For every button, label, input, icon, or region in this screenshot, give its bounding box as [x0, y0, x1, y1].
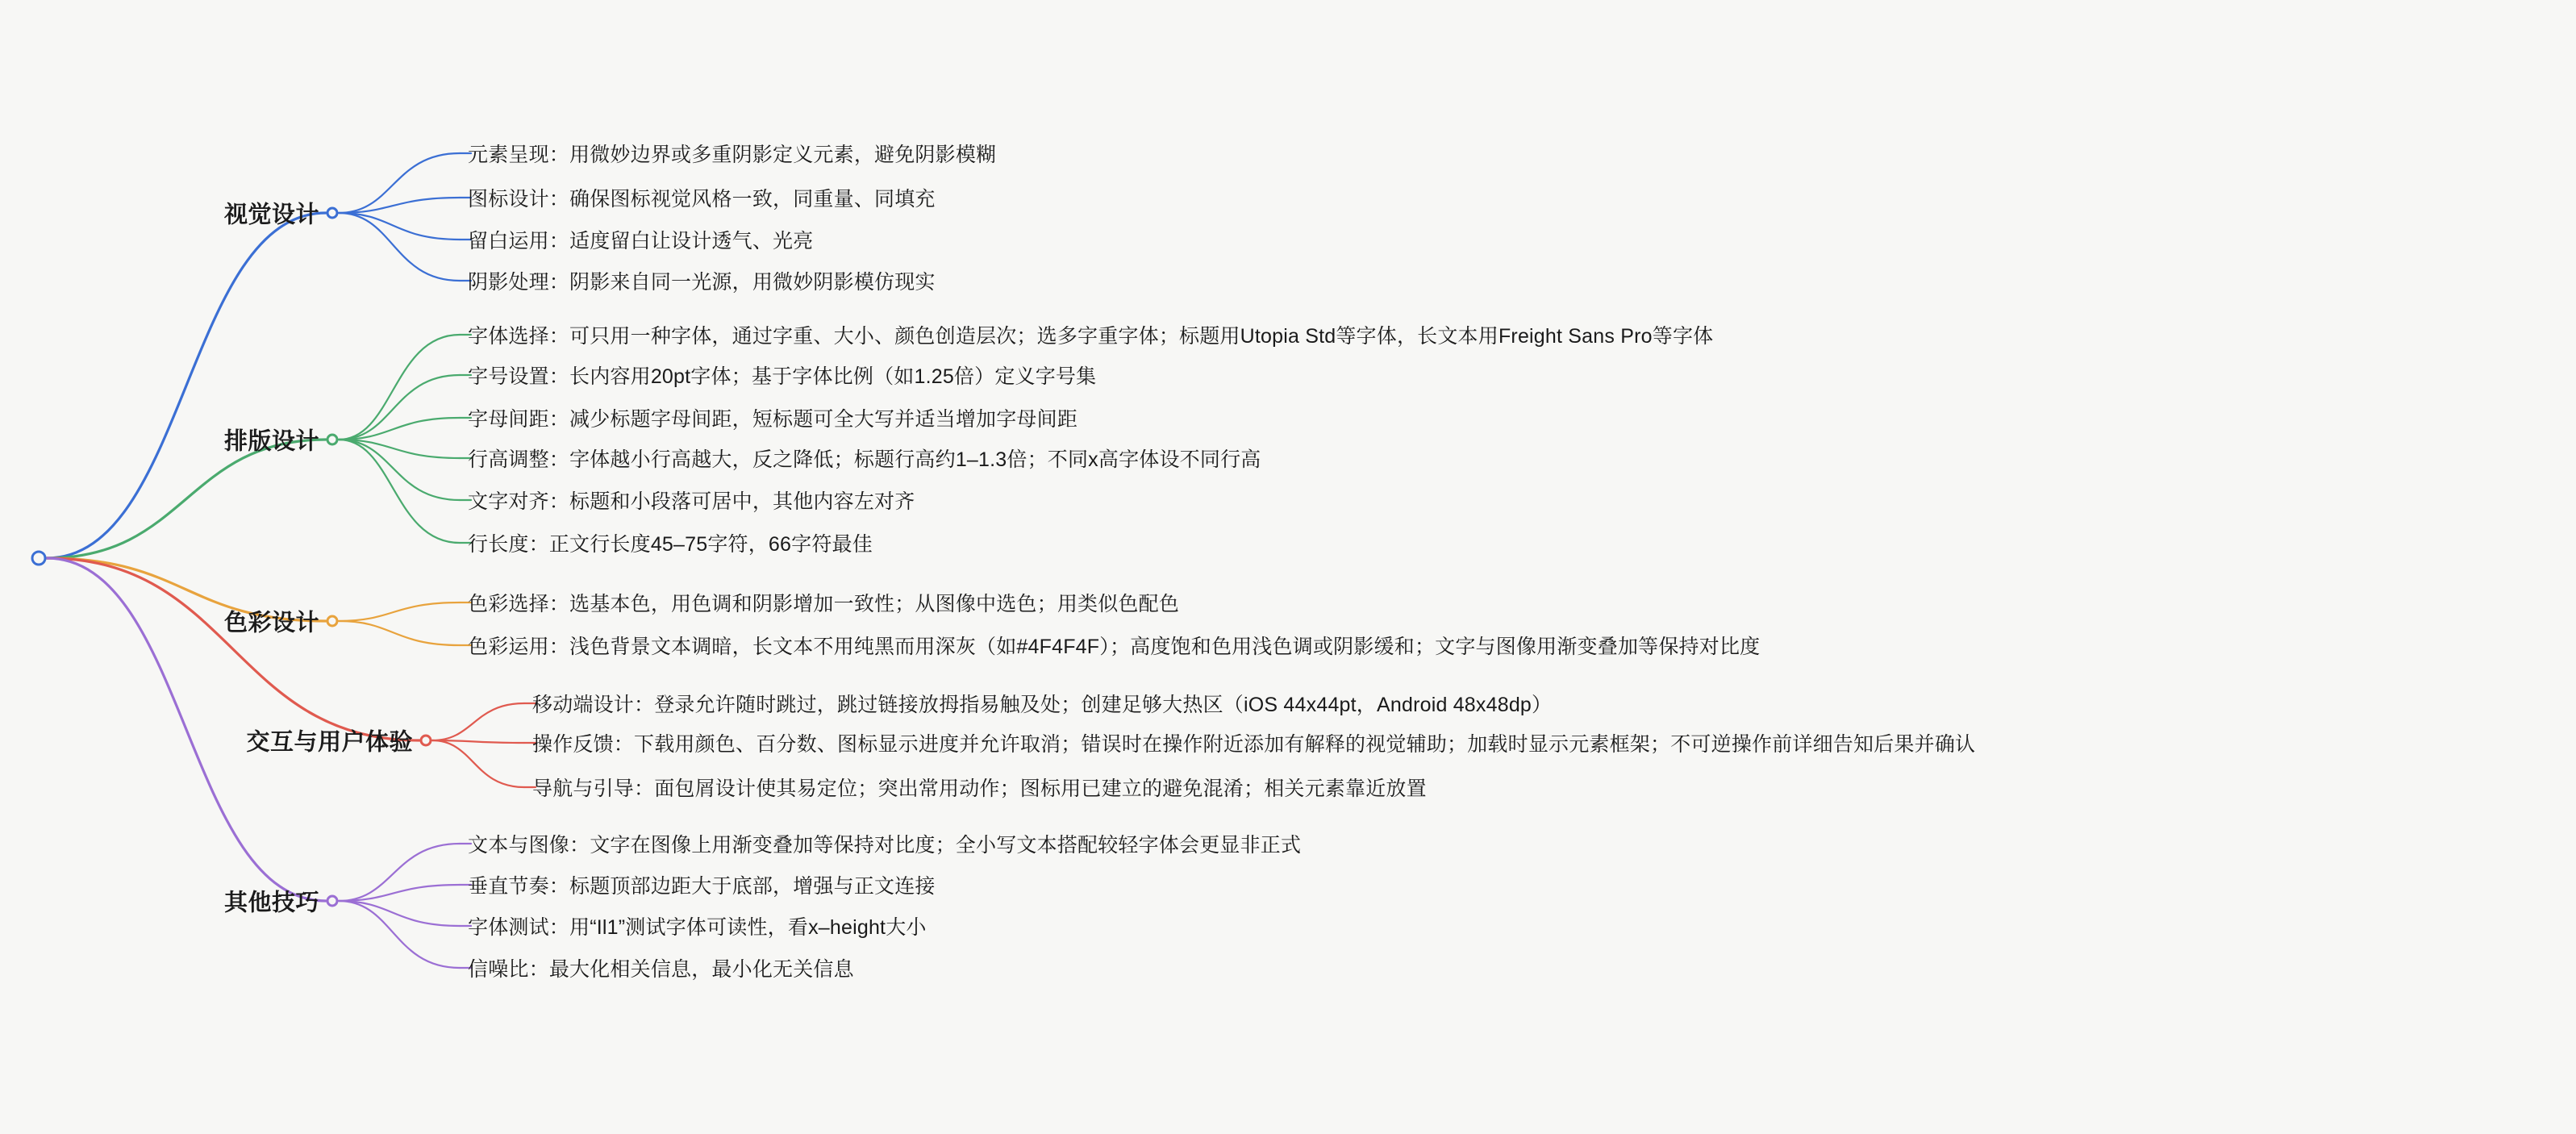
leaf-typography-6[interactable]	[468, 528, 873, 557]
leaf-title: 阴影处理：	[468, 271, 570, 294]
branch-label-color[interactable]: 色彩设计	[223, 610, 319, 636]
branch-label-interaction[interactable]: 交互与用户体验	[246, 729, 413, 756]
leaf-title: 文字对齐：	[468, 490, 570, 513]
leaf-text: 浅色背景文本调暗，长文本不用纯黑而用深灰（如#4F4F4F）；高度饱和色用浅色调或阴影缓和；文字与图像用渐变叠加等保持对比度	[569, 636, 1761, 658]
leaf-text: 长内容用20pt字体；基于字体比例（如1.25倍）定义字号集	[569, 365, 1097, 388]
leaf-title: 元素呈现：	[468, 144, 570, 166]
leaf-other-2[interactable]	[468, 870, 936, 899]
branch-label-visual[interactable]: 视觉设计	[223, 202, 319, 228]
leaf-text: 文字在图像上用渐变叠加等保持对比度；全小写文本搭配较轻字体会更显非正式	[590, 834, 1302, 857]
leaf-typography-5[interactable]	[468, 486, 915, 515]
leaf-title: 字号设置：	[468, 365, 570, 388]
leaf-title: 行长度：	[468, 533, 549, 556]
leaf-text: 登录允许随时跳过，跳过链接放拇指易触及处；创建足够大热区（iOS 44x44pt，Android 48x48dp）	[654, 694, 1553, 716]
leaf-title: 移动端设计：	[532, 694, 655, 716]
leaf-text: 下载用颜色、百分数、图标显示进度并允许取消；错误时在操作附近添加有解释的视觉辅助；加载时显示元素框架；不可逆操作前详细告知后果并确认	[634, 733, 1976, 756]
leaf-text: 字体越小行高越大，反之降低；标题行高约1–1.3倍；不同x高字体设不同行高	[569, 448, 1261, 471]
leaf-title: 字母间距：	[468, 408, 570, 431]
leaf-title: 操作反馈：	[532, 733, 635, 756]
leaf-interaction-3[interactable]	[532, 773, 1427, 802]
leaf-title: 图标设计：	[468, 188, 570, 211]
leaf-typography-4[interactable]	[468, 444, 1261, 473]
leaf-text: 阴影来自同一光源，用微妙阴影模仿现实	[569, 271, 936, 294]
leaf-title: 字体测试：	[468, 916, 570, 939]
leaf-text: 适度留白让设计透气、光亮	[569, 230, 814, 252]
branch-dot-visual[interactable]	[327, 207, 339, 219]
leaf-title: 色彩运用：	[468, 636, 570, 658]
leaf-typography-1[interactable]	[468, 320, 1713, 349]
leaf-text: 减少标题字母间距，短标题可全大写并适当增加字母间距	[569, 408, 1078, 431]
leaf-text: 标题和小段落可居中，其他内容左对齐	[569, 490, 915, 513]
leaf-interaction-2[interactable]	[532, 728, 1975, 757]
leaf-visual-2[interactable]	[468, 183, 936, 212]
leaf-text: 用“Il1”测试字体可读性，看x–height大小	[569, 916, 927, 939]
leaf-text: 标题顶部边距大于底部，增强与正文连接	[569, 875, 936, 898]
leaf-interaction-1[interactable]	[532, 689, 1552, 718]
leaf-typography-3[interactable]	[468, 403, 1078, 432]
leaf-text: 选基本色，用色调和阴影增加一致性；从图像中选色；用类似色配色	[569, 593, 1180, 615]
leaf-title: 文本与图像：	[468, 834, 590, 857]
leaf-other-3[interactable]	[468, 911, 927, 940]
branch-dot-other[interactable]	[327, 895, 339, 907]
leaf-title: 信噪比：	[468, 958, 549, 981]
leaf-text: 最大化相关信息，最小化无关信息	[548, 958, 854, 981]
leaf-text: 用微妙边界或多重阴影定义元素，避免阴影模糊	[569, 144, 997, 166]
leaf-title: 字体选择：	[468, 325, 570, 348]
leaf-text: 正文行长度45–75字符，66字符最佳	[548, 533, 873, 556]
leaf-title: 导航与引导：	[532, 778, 655, 800]
leaf-title: 色彩选择：	[468, 593, 570, 615]
leaf-visual-3[interactable]	[468, 225, 813, 254]
leaf-typography-2[interactable]	[468, 361, 1096, 390]
root-node-dot[interactable]	[31, 551, 47, 566]
leaf-other-4[interactable]	[468, 953, 854, 982]
leaf-other-1[interactable]	[468, 829, 1301, 858]
leaf-color-1[interactable]	[468, 588, 1179, 617]
leaf-color-2[interactable]	[468, 631, 1760, 660]
leaf-title: 行高调整：	[468, 448, 570, 471]
leaf-text: 可只用一种字体，通过字重、大小、颜色创造层次；选多字重字体；标题用Utopia Std等字体，长文本用Freight Sans Pro等字体	[569, 325, 1714, 348]
branch-dot-typography[interactable]	[327, 434, 339, 446]
leaf-visual-1[interactable]	[468, 139, 996, 168]
branch-dot-interaction[interactable]	[420, 735, 432, 747]
branch-label-other[interactable]: 其他技巧	[223, 890, 319, 916]
branch-label-typography[interactable]: 排版设计	[223, 428, 319, 455]
leaf-title: 留白运用：	[468, 230, 570, 252]
leaf-visual-4[interactable]	[468, 266, 936, 295]
leaf-text: 面包屑设计使其易定位；突出常用动作；图标用已建立的避免混淆；相关元素靠近放置	[654, 778, 1427, 800]
leaf-title: 垂直节奏：	[468, 875, 570, 898]
branch-dot-color[interactable]	[327, 615, 339, 627]
leaf-text: 确保图标视觉风格一致，同重量、同填充	[569, 188, 936, 211]
